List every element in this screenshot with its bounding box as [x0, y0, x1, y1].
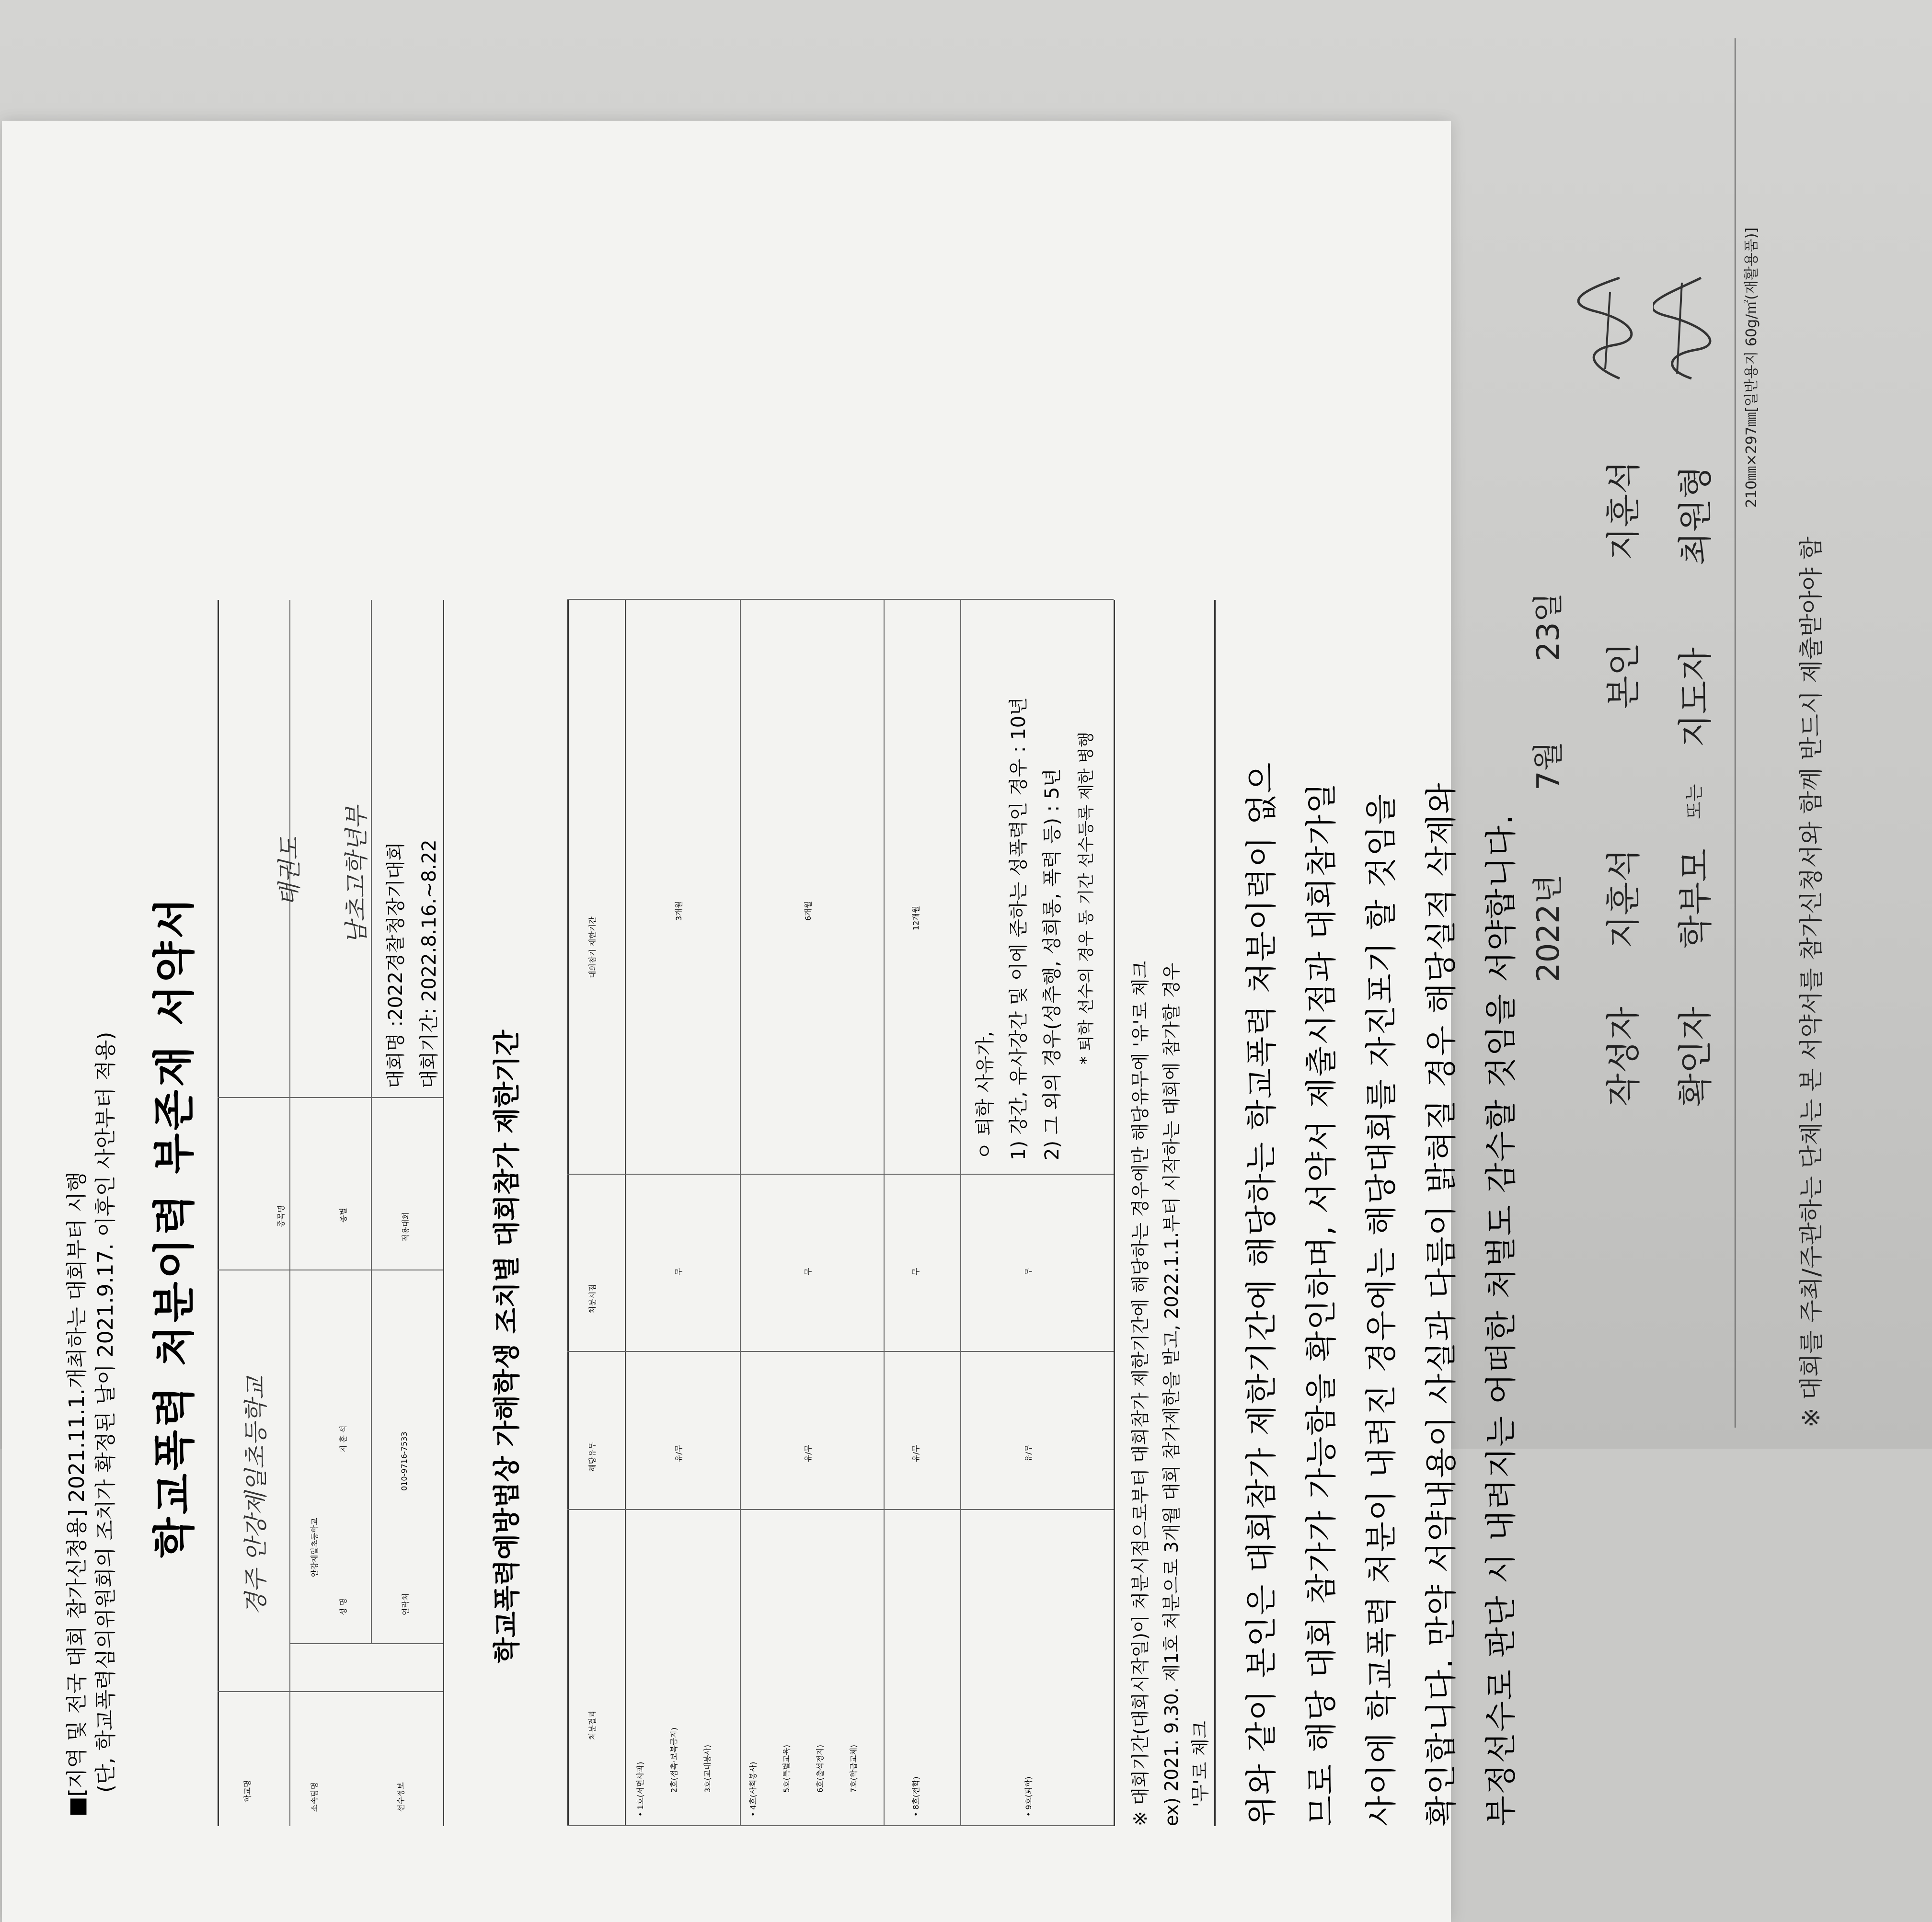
event-period: 대회기간: 2022.8.16.~8.22: [418, 839, 440, 1088]
table-row-period-line: 2) 그 외의 경우(성추행, 성희롱, 폭력 등) : 5년: [1041, 768, 1063, 1160]
table-row-period-line: * 퇴학 선수의 경우 동 기간 선수등록 제한 병행: [1077, 732, 1096, 1064]
confirmer-name: 최원형: [1675, 465, 1715, 565]
table-row-cell: 3호(교내봉사): [703, 1745, 712, 1793]
writer-signature-icon: [1576, 273, 1648, 383]
table-row-point: 무: [911, 1268, 920, 1275]
name-label: 성 명: [339, 1598, 348, 1615]
table-row-cell: 7호(학급교체): [849, 1745, 858, 1793]
pledge-line: 부정선수로 판단 시 내려지는 어떠한 처벌도 감수할 것임을 서약합니다.: [1483, 813, 1519, 1826]
category-value: 남초고학년부: [343, 806, 370, 945]
confirmer-label: 확인자: [1675, 1007, 1715, 1107]
table-row-status: 유/무: [674, 1444, 683, 1462]
pledge-line: 므로 해당 대회 참가가 가능함을 확인하며, 서약서 제출시점과 대회참가일: [1303, 782, 1340, 1826]
writer-name-2: 지훈석: [1603, 460, 1644, 561]
table-row-status: 유/무: [911, 1444, 920, 1462]
note-1: ※ 대회기간(대회시작일)이 처분시점으로부터 대회참가 제한기간에 해당하는 경우에만 해당유무에 '유'로 체크: [1130, 961, 1151, 1826]
team-value: 안강제일초등학교: [310, 1518, 319, 1577]
table-row-point: 무: [804, 1268, 813, 1275]
table-row-period: 12개월: [911, 905, 920, 930]
table-row-cell: 5호(특별교육): [782, 1745, 791, 1793]
header-line-1: ■[지역 및 전국 대회 참가신청용] 2021.11.1.개최하는 대회부터 시행: [65, 1171, 89, 1817]
table-row-cell: • 9호(퇴학): [1024, 1776, 1033, 1817]
contact-value: 010-9716-7533: [400, 1431, 409, 1491]
or-label: 또는: [1684, 784, 1705, 819]
table-row-period-line: ㅇ 퇴학 사유가,: [974, 1031, 996, 1160]
section-title: 학교폭력예방법상 가해학생 조치별 대회참가 제한기간: [492, 1030, 523, 1663]
paper-spec: 210㎜×297㎜[일반용지 60g/㎡(재활용품)]: [1743, 227, 1760, 508]
col-header-period: 대회참가 제한기간: [588, 916, 597, 978]
table-row-cell: • 4호(사회봉사): [748, 1762, 758, 1817]
table-row-cell: 2호(접촉·보복금지): [669, 1728, 678, 1793]
pledge-line: 사이에 학교폭력 처분이 내려진 경우에는 해당대회를 자진포기 할 것임을: [1363, 793, 1400, 1826]
table-row-cell: 6호(출석정지): [816, 1745, 825, 1793]
footer-note: ※ 대회를 주최/주관하는 단체는 본 서약서를 참가신청서와 함께 반드시 제출받아야 함: [1797, 537, 1825, 1428]
table-row-period: 6개월: [804, 901, 813, 921]
player-label: 선수정보: [396, 1782, 405, 1812]
date-month: 7월: [1531, 741, 1566, 790]
pledge-line: 확인합니다. 만약 서약내용이 사실과 다름이 밝혀질 경우 해당실적 삭제와: [1423, 782, 1460, 1826]
school-value: 경주 안강제일초등학교: [242, 1376, 270, 1615]
name-value: 지 훈 석: [339, 1425, 348, 1453]
confirmer-role-2: 지도자: [1675, 647, 1715, 747]
sport-label: 종목명: [276, 1205, 286, 1227]
writer-role: 본인: [1603, 642, 1644, 709]
table-row-point: 무: [1024, 1268, 1033, 1275]
event-label: 적용대회: [401, 1212, 410, 1242]
table-row-cell: • 8호(전학): [911, 1776, 920, 1817]
table-row-cell: • 1호(서면사과): [636, 1762, 645, 1817]
date-year: 2022년: [1531, 874, 1566, 982]
table-row-period-line: 1) 강간, 유사강간 및 이에 준하는 성폭력인 경우 : 10년: [1008, 697, 1030, 1160]
note-3: '무'로 체크: [1190, 1721, 1211, 1807]
page-title: 학교폭력 처분이력 부존재 서약서: [150, 894, 199, 1558]
col-header-status: 해당유무: [588, 1442, 597, 1472]
category-label: 종별: [339, 1208, 348, 1223]
event-name: 대회명 :2022경찰청장기대회: [385, 842, 407, 1088]
school-label: 학교명: [243, 1780, 252, 1802]
table-row-point: 무: [674, 1268, 683, 1275]
pledge-line: 위와 같이 본인은 대회참가 제한기간에 해당하는 학교폭력 처분이력이 없으: [1243, 761, 1280, 1826]
table-row-status: 유/무: [1024, 1444, 1033, 1462]
sport-value: 태권도: [276, 837, 303, 906]
table-row-status: 유/무: [804, 1444, 813, 1462]
contact-label: 연락처: [401, 1593, 410, 1615]
confirmer-signature-icon: [1653, 273, 1725, 383]
team-label: 소속팀명: [310, 1782, 319, 1812]
note-2: ex) 2021. 9.30. 제1호 처분으로 3개월 대회 참가제한을 받고, 2022.1.1.부터 시작하는 대회에 참가할 경우: [1161, 962, 1182, 1826]
date-day: 23일: [1531, 592, 1566, 661]
col-header-point: 처분시점: [588, 1284, 597, 1314]
table-row-period: 3개월: [674, 901, 683, 921]
writer-label: 작성자: [1603, 1007, 1644, 1107]
col-header-result: 처분결과: [588, 1710, 597, 1740]
header-line-2: (단, 학교폭력심의위원회의 조치가 확정된 날이 2021.9.17. 이후인 사안부터 적용): [93, 1031, 118, 1793]
writer-name: 지훈석: [1603, 848, 1644, 949]
confirmer-role: 학부모: [1675, 848, 1715, 949]
